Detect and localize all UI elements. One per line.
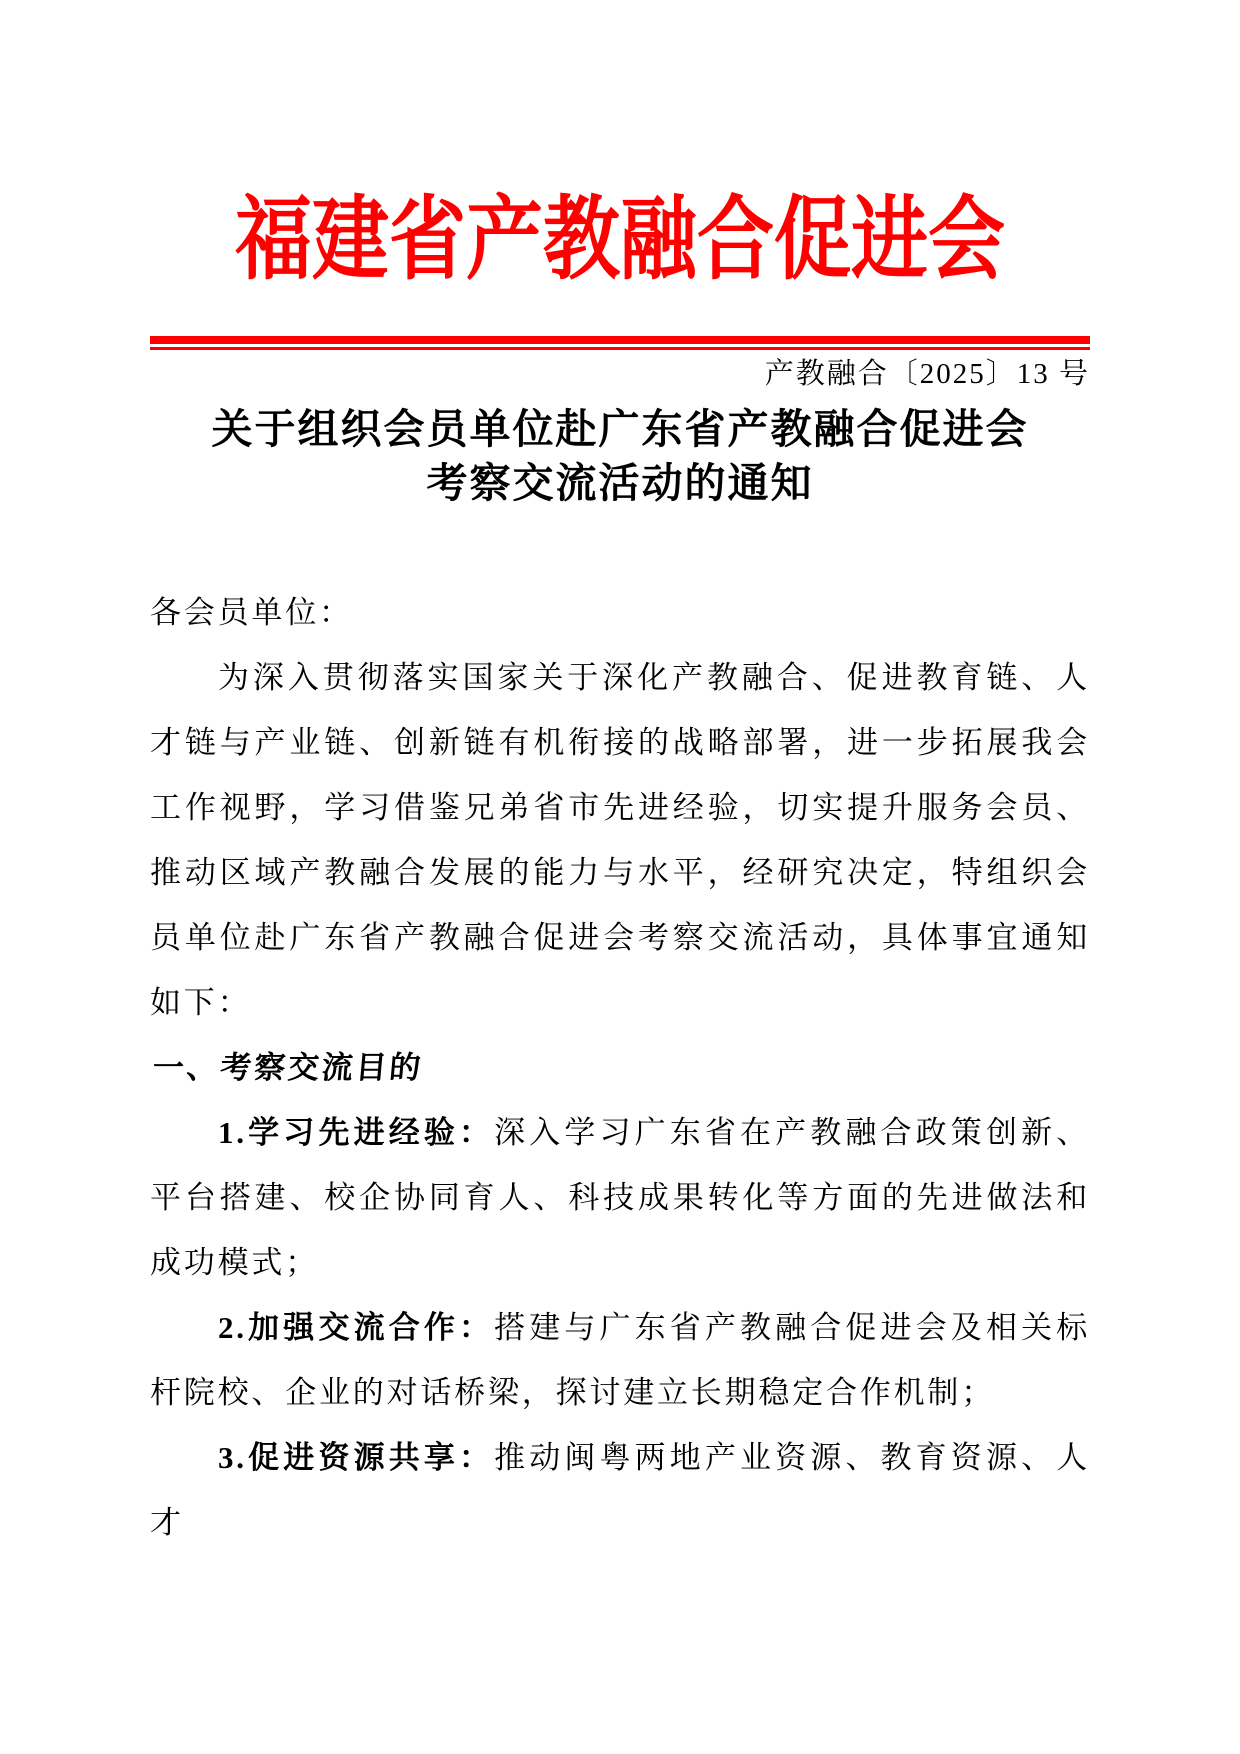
purpose-item-1-text: 深入学习广东省在产教融合政策创新、平台搭建、校企协同育人、科技成果转化等方面的先进做法和成功模式； bbox=[150, 1115, 1090, 1280]
document-title-line-2: 考察交流活动的通知 bbox=[426, 460, 814, 506]
purpose-item-3-lead: 3.促进资源共享： bbox=[218, 1440, 495, 1475]
divider-thin-line bbox=[150, 347, 1090, 350]
section-1-heading: 一、考察交流目的 bbox=[151, 1050, 425, 1085]
purpose-item-1-lead: 1.学习先进经验： bbox=[218, 1115, 495, 1150]
intro-paragraph: 为深入贯彻落实国家关于深化产教融合、促进教育链、人才链与产业链、创新链有机衔接的战略部署，进一步拓展我会工作视野，学习借鉴兄弟省市先进经验，切实提升服务会员、推动区域产教融合发展的能力与水平，经研究决定，特组织会员单位赴广东省产教融合促进会考察交流活动，具体事宜通知如下： bbox=[150, 660, 1090, 1020]
document-title bbox=[150, 402, 1090, 510]
purpose-item-2-lead: 2.加强交流合作： bbox=[218, 1310, 495, 1345]
purpose-item-3-text: 推动闽粤两地产业资源、教育资源、人才 bbox=[150, 1440, 1090, 1540]
document-title-line-1: 关于组织会员单位赴广东省产教融合促进会 bbox=[211, 406, 1029, 452]
purpose-item-2-text: 搭建与广东省产教融合促进会及相关标杆院校、企业的对话桥梁，探讨建立长期稳定合作机制； bbox=[150, 1310, 1090, 1410]
salutation: 各会员单位： bbox=[150, 595, 353, 630]
purpose-item-2 bbox=[150, 1295, 1090, 1425]
document-page bbox=[0, 190, 1240, 1754]
purpose-item-3 bbox=[150, 1425, 1090, 1555]
divider-thick-line bbox=[150, 336, 1090, 344]
letterhead-divider bbox=[150, 336, 1090, 350]
document-number: 产教融合〔2025〕13 号 bbox=[764, 358, 1090, 390]
purpose-item-1 bbox=[150, 1100, 1090, 1295]
letterhead-org-name: 福建省产教融合促进会 bbox=[235, 189, 1005, 291]
